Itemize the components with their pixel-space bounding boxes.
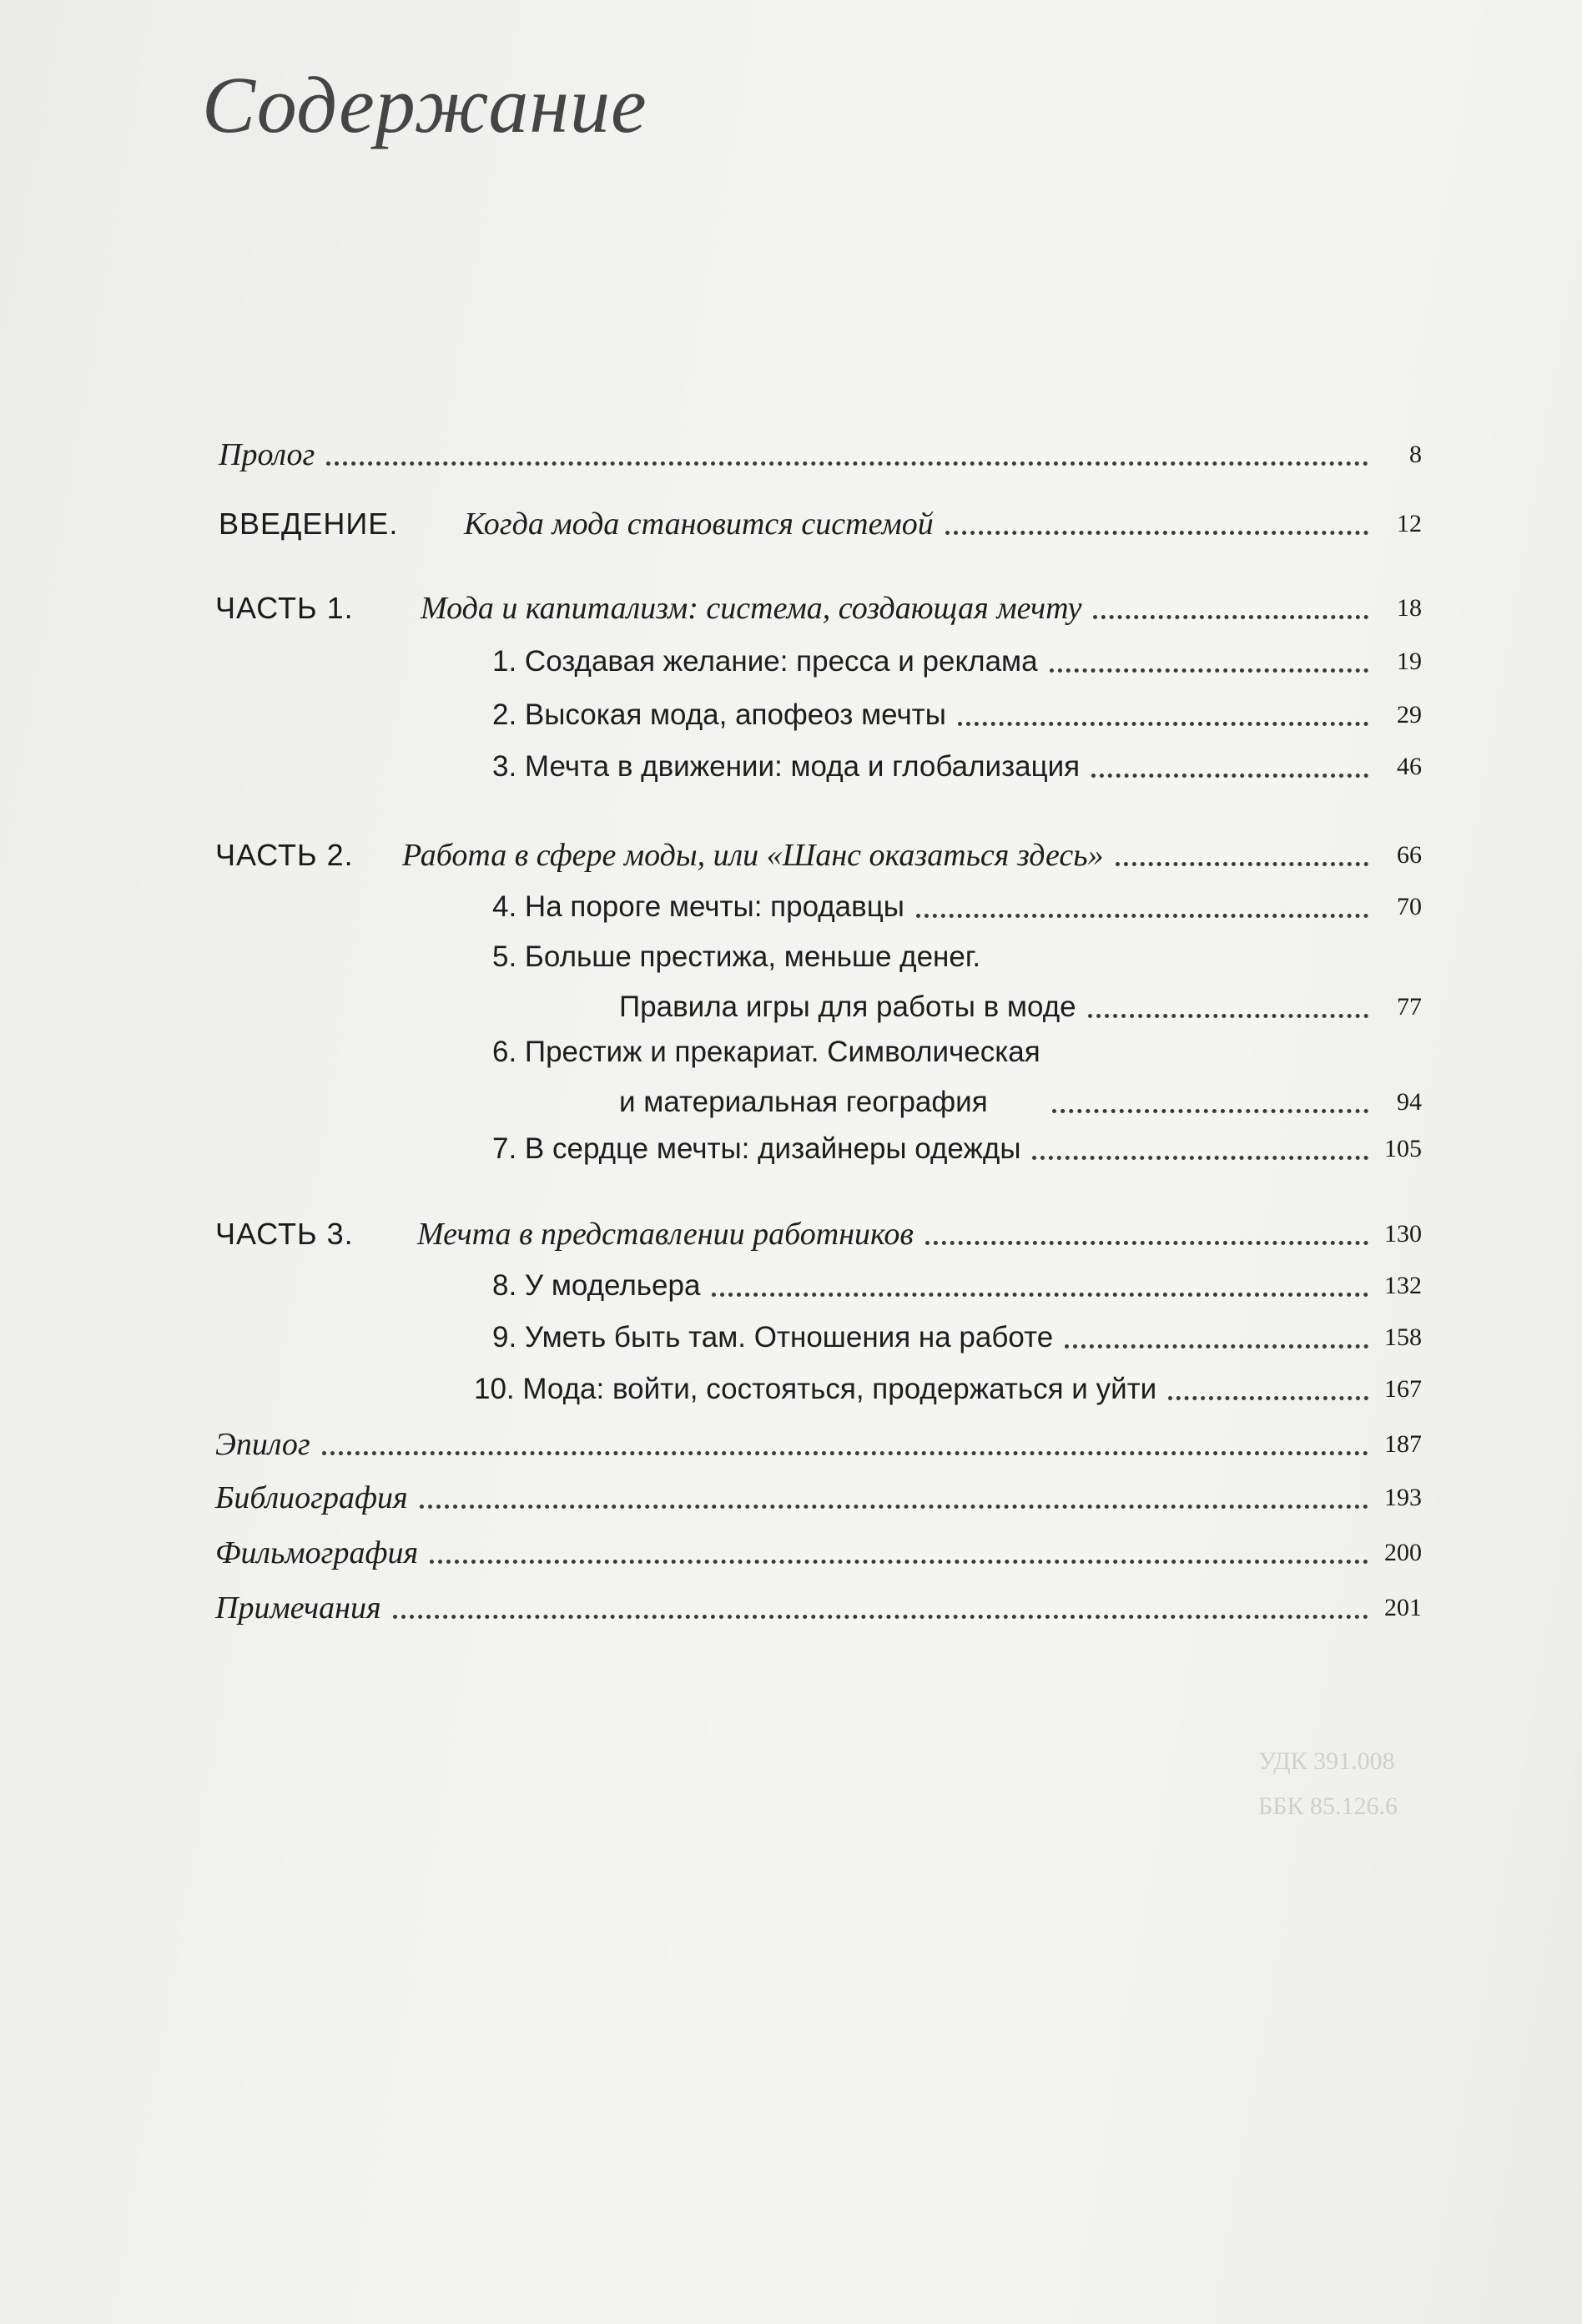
toc-part-label: ЧАСТЬ 3.: [215, 1217, 354, 1251]
toc-entry-filmography: [215, 1534, 1422, 1572]
toc-page-number: 193: [1384, 1484, 1422, 1511]
toc-page-number: 46: [1397, 753, 1422, 780]
toc-entry-chapter-8: [492, 1267, 1422, 1305]
dot-leader: [420, 1505, 1368, 1509]
toc-page-number: 200: [1384, 1539, 1422, 1566]
toc-part-label: ВВЕДЕНИЕ.: [219, 507, 399, 541]
toc-entry-chapter-6: [492, 1033, 1422, 1122]
toc-part-label: ЧАСТЬ 1.: [215, 591, 354, 625]
toc-entry-title-block: [492, 938, 1076, 1026]
dot-leader: [1050, 668, 1368, 673]
toc-page-number: 66: [1397, 841, 1422, 869]
toc-page-number: 8: [1409, 441, 1422, 468]
dot-leader: [1065, 1344, 1368, 1349]
toc-page-number: 132: [1384, 1272, 1422, 1299]
bleed-through-udk: УДК 391.008: [1258, 1747, 1395, 1775]
toc-entry-part-2: [215, 836, 1422, 875]
toc-entry-prologue: [219, 436, 1422, 474]
toc-entry-chapter-9: [492, 1318, 1422, 1357]
dot-leader: [1032, 1156, 1368, 1160]
toc-entry-title-line-1: 5. Больше престижа, меньше денег.: [492, 940, 981, 973]
toc-entry-title-line-2: Правила игры для работы в моде: [619, 991, 1076, 1023]
dot-leader: [1091, 774, 1368, 778]
toc-entry-chapter-2: [492, 696, 1422, 734]
toc-page-number: 158: [1384, 1323, 1422, 1351]
dot-leader: [1116, 862, 1369, 866]
toc-entry-introduction: [219, 505, 1422, 543]
toc-entry-title-line-2: и материальная география: [619, 1086, 988, 1118]
toc-entry-title: 10. Мода: войти, состояться, продержаться и уйти: [474, 1373, 1157, 1405]
dot-leader: [393, 1615, 1368, 1619]
page-title: Содержание: [202, 60, 647, 149]
toc-entry-chapter-10: [474, 1370, 1422, 1409]
dot-leader: [945, 531, 1368, 535]
dot-leader: [322, 1451, 1368, 1455]
toc-entry-title: Эпилог: [215, 1427, 310, 1462]
toc-page-number: 167: [1384, 1375, 1422, 1403]
toc-entry-chapter-7: [492, 1130, 1422, 1168]
toc-page-number: 19: [1397, 648, 1422, 675]
toc-entry-title: Библиография: [215, 1480, 408, 1515]
toc-page-number: 105: [1384, 1135, 1422, 1162]
dot-leader: [326, 461, 1368, 466]
toc-entry-title: 3. Мечта в движении: мода и глобализация: [492, 750, 1081, 783]
toc-entry-title: 4. На пороге мечты: продавцы: [492, 890, 904, 923]
toc-entry-part-3: [215, 1215, 1422, 1253]
toc-entry-title: Мода и капитализм: система, создающая мечту: [421, 591, 1082, 626]
dot-leader: [430, 1560, 1368, 1564]
toc-entry-title: 8. У модельера: [492, 1269, 701, 1302]
toc-page-number: 94: [1397, 1088, 1422, 1116]
dot-leader: [1093, 615, 1368, 619]
toc-entry-chapter-1: [492, 643, 1422, 681]
toc-entry-title: Мечта в представлении работников: [417, 1217, 914, 1252]
bleed-through-bbk: ББК 85.126.6: [1258, 1792, 1398, 1820]
toc-entry-title-block: [492, 1033, 1040, 1122]
toc-entry-title: 7. В сердце мечты: дизайнеры одежды: [492, 1132, 1021, 1165]
toc-entry-title: 2. Высокая мода, апофеоз мечты: [492, 698, 946, 731]
dot-leader: [916, 914, 1368, 918]
toc-entry-part-1: [215, 589, 1422, 628]
toc-entry-title: 9. Уметь быть там. Отношения на работе: [492, 1321, 1054, 1354]
dot-leader: [958, 722, 1368, 726]
toc-page-number: 77: [1397, 993, 1422, 1021]
toc-entry-title: 1. Создавая желание: пресса и реклама: [492, 645, 1038, 678]
dot-leader: [1052, 1109, 1368, 1113]
toc-entry-notes: [215, 1589, 1422, 1627]
toc-page-number: 130: [1384, 1220, 1422, 1248]
toc-part-label: ЧАСТЬ 2.: [215, 838, 354, 872]
toc-entry-title: Фильмография: [215, 1535, 419, 1570]
toc-entry-chapter-3: [492, 748, 1422, 786]
toc-page-number: 187: [1384, 1430, 1422, 1458]
toc-entry-title-line-1: 6. Престиж и прекариат. Символическая: [492, 1036, 1040, 1068]
toc-entry-chapter-5: [492, 938, 1422, 1026]
toc-page-number: 70: [1397, 893, 1422, 920]
toc-page-number: 18: [1397, 594, 1422, 622]
dot-leader: [1088, 1014, 1368, 1018]
toc-page-number: 201: [1384, 1594, 1422, 1621]
toc-entry-title: Работа в сфере моды, или «Шанс оказаться здесь»: [402, 838, 1104, 873]
dot-leader: [925, 1241, 1368, 1245]
dot-leader: [712, 1293, 1368, 1297]
dot-leader: [1168, 1396, 1368, 1400]
toc-entry-title: Когда мода становится системой: [464, 507, 934, 542]
toc-entry-epilogue: [215, 1425, 1422, 1464]
toc-entry-bibliography: [215, 1479, 1422, 1517]
toc-page-number: 12: [1397, 510, 1422, 537]
toc-entry-chapter-4: [492, 888, 1422, 926]
toc-entry-title: Примечания: [215, 1591, 381, 1626]
toc-entry-title: Пролог: [219, 437, 315, 472]
toc-page-number: 29: [1397, 701, 1422, 728]
